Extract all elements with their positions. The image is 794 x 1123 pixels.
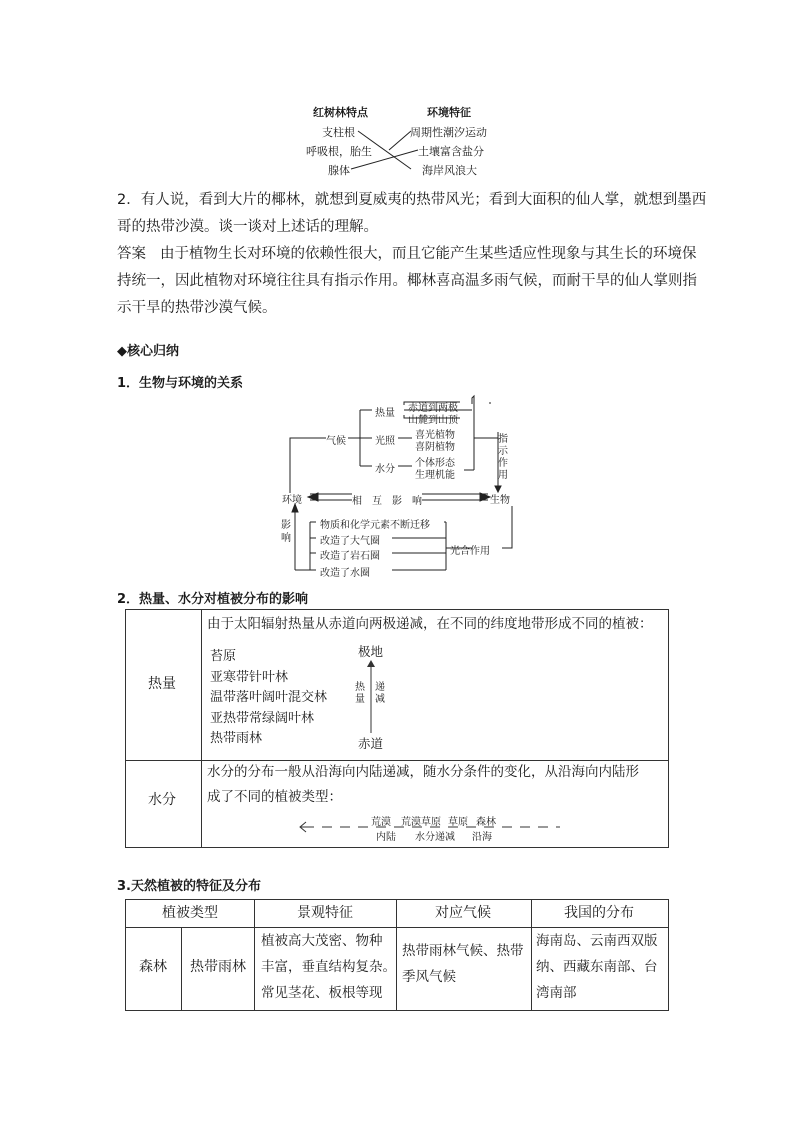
cell-climate xyxy=(402,938,524,990)
label-water-dec: 水分递减 xyxy=(415,828,455,843)
header-cell: 我国的分布 xyxy=(564,905,634,921)
bullet-icon: ◆ xyxy=(117,344,127,359)
q2-line: 2．有人说，看到大片的椰林，就想到夏威夷的热带风光；看到大面积的仙人掌，就想到墨西 xyxy=(117,192,707,208)
type-label: 草原 xyxy=(448,817,468,828)
diagram-zhishi: 指示作用 xyxy=(498,434,508,481)
diagram-huanjing: 环境 xyxy=(282,495,302,506)
cell-line: 纳、西藏东南部、台 xyxy=(536,959,658,975)
row-text-water xyxy=(207,760,639,810)
table-vegetation xyxy=(125,899,669,1011)
header-cell: 对应气候 xyxy=(435,905,491,921)
match-left-item: 腺体 xyxy=(328,164,350,177)
label-coast: 沿海 xyxy=(472,828,492,843)
diagram-s1: 个体形态 xyxy=(415,458,455,469)
diagram-g1: 喜光植物 xyxy=(415,430,455,441)
cell-line: 季风气候 xyxy=(402,969,456,985)
match-left-item: 呼吸根，胎生 xyxy=(306,145,372,158)
heading-3: 3.天然植被的特征及分布 xyxy=(117,879,261,894)
cell-line: 热带雨林气候、热带 xyxy=(402,943,524,959)
vegetation-item: 温带落叶阔叶混交林 xyxy=(210,690,328,705)
match-right-item: 周期性潮汐运动 xyxy=(410,126,487,139)
label-reliang: 热量 xyxy=(355,682,365,705)
diagram-qihou: 气候 xyxy=(326,436,346,447)
cell-forest: 森林 xyxy=(139,959,167,975)
diagram-reliang: 热量 xyxy=(375,408,395,419)
diagram-guanghe: 光合作用 xyxy=(450,546,490,557)
cell-rainforest: 热带雨林 xyxy=(190,959,246,975)
diagram-e4: 改造了水圈 xyxy=(320,568,370,579)
match-right-item: 土壤富含盐分 xyxy=(418,145,484,158)
row-text-heat: 由于太阳辐射热量从赤道向两极递减，在不同的纬度地带形成不同的植被： xyxy=(207,616,653,632)
diagram-r2: 山麓到山顶 xyxy=(408,415,458,426)
row-text-water-line: 成了不同的植被类型： xyxy=(207,789,342,805)
vegetation-item: 苔原 xyxy=(210,649,237,664)
cell-line: 丰富，垂直结构复杂。 xyxy=(261,959,396,975)
row-label-water: 水分 xyxy=(148,792,176,808)
cell-line: 植被高大茂密、物种 xyxy=(261,933,383,949)
label-chidao: 赤道 xyxy=(358,736,384,751)
cell-line: 常见茎花、板根等现 xyxy=(261,985,383,1001)
cell-line: 海南岛、云南西双版 xyxy=(536,933,658,949)
label-jidi: 极地 xyxy=(358,644,384,659)
match-left-header: 红树林特点 xyxy=(313,106,368,119)
answer-label: 答案 xyxy=(117,246,146,262)
header-cell: 景观特征 xyxy=(297,905,353,921)
diagram-s2: 生理机能 xyxy=(415,470,455,481)
answer-text: 由于植物生长对环境的依赖性很大，而且它能产生某些适应性现象与其生长的环境保 xyxy=(160,246,697,262)
label-dijian: 递减 xyxy=(375,682,385,705)
cell-line: 湾南部 xyxy=(536,985,577,1001)
up-arrow xyxy=(366,660,376,735)
cell-landscape xyxy=(261,928,396,1006)
heading-2: 2．热量、水分对植被分布的影响 xyxy=(117,592,309,607)
type-label: 荒漠草原 xyxy=(401,817,441,828)
diagram-xianghu: 相 互 影 响 xyxy=(352,492,422,507)
vegetation-list xyxy=(210,647,327,750)
q2-line: 哥的热带沙漠。谈一谈对上述话的理解。 xyxy=(117,219,378,235)
row-text-water-line: 水分的分布一般从沿海向内陆递减，随水分条件的变化，从沿海向内陆形 xyxy=(207,764,639,780)
diagram-guangzhao: 光照 xyxy=(375,436,395,447)
answer-line: 示干旱的热带沙漠气候。 xyxy=(117,300,277,316)
match-right-item: 海岸风浪大 xyxy=(422,164,477,177)
diagram-shengwu: 生物 xyxy=(490,495,510,506)
type-label: 森林 xyxy=(476,817,496,828)
diagram-r1: 赤道到两极 xyxy=(408,403,458,414)
vegetation-item: 亚寒带针叶林 xyxy=(210,669,289,685)
type-label: 荒漠 xyxy=(371,817,391,828)
match-right-header: 环境特征 xyxy=(427,106,471,119)
water-arrow xyxy=(298,820,568,834)
vegetation-item: 热带雨林 xyxy=(210,731,263,746)
section-title: 核心归纳 xyxy=(127,344,180,359)
table-heat-water xyxy=(125,609,669,848)
diagram-g2: 喜阴植物 xyxy=(415,442,455,453)
vegetation-item: 亚热带常绿阔叶林 xyxy=(210,710,315,726)
diagram-e1: 物质和化学元素不断迁移 xyxy=(320,520,430,531)
row-label-heat: 热量 xyxy=(148,676,176,692)
match-left-item: 支柱根 xyxy=(322,126,355,139)
heading-1: 1．生物与环境的关系 xyxy=(117,376,244,391)
diagram-e2: 改造了大气圈 xyxy=(320,536,380,547)
cell-distribution xyxy=(536,928,658,1006)
answer-line: 持统一，因此植物对环境往往具有指示作用。椰林喜高温多雨气候，而耐干旱的仙人掌则指 xyxy=(117,273,697,289)
diagram-e3: 改造了岩石圈 xyxy=(320,551,380,562)
diagram-yingxiang: 影响 xyxy=(281,520,291,544)
label-inland: 内陆 xyxy=(376,828,396,843)
diagram-shuifen: 水分 xyxy=(375,464,395,475)
header-cell: 植被类型 xyxy=(162,905,218,921)
